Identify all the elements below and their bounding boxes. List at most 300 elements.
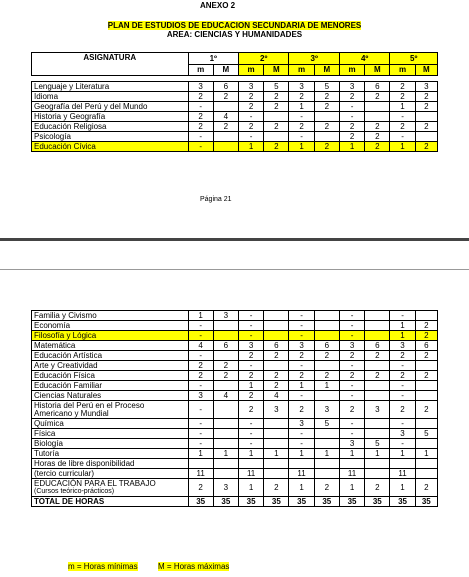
hours-cell: 2 bbox=[314, 102, 339, 112]
table-row bbox=[32, 321, 438, 331]
legend bbox=[68, 562, 229, 571]
hours-cell: - bbox=[188, 331, 213, 341]
table-row bbox=[32, 82, 438, 92]
subject-cell: Biología bbox=[32, 439, 189, 449]
hours-cell: 2 bbox=[390, 122, 415, 132]
hours-cell: 2 bbox=[314, 92, 339, 102]
hours-cell: - bbox=[289, 391, 314, 401]
hours-cell bbox=[264, 132, 289, 142]
hours-cell bbox=[264, 429, 289, 439]
hours-cell: - bbox=[239, 439, 264, 449]
min-header: m bbox=[239, 64, 264, 76]
subject-cell: Filosofía y Lógica bbox=[32, 331, 189, 341]
hours-cell: - bbox=[339, 361, 364, 371]
grade-header-3: 3º bbox=[289, 53, 339, 65]
table-row bbox=[32, 361, 438, 371]
hours-cell bbox=[314, 459, 339, 469]
hours-cell: 2 bbox=[239, 92, 264, 102]
hours-cell bbox=[264, 419, 289, 429]
hours-cell bbox=[213, 351, 238, 361]
hours-cell: 1 bbox=[239, 381, 264, 391]
max-header: M bbox=[264, 64, 289, 76]
subject-cell bbox=[32, 479, 189, 497]
table-row bbox=[32, 497, 438, 507]
hours-cell: 2 bbox=[365, 92, 390, 102]
hours-cell: 11 bbox=[339, 469, 364, 479]
hours-cell bbox=[390, 459, 415, 469]
subject-cell: TOTAL DE HORAS bbox=[32, 497, 189, 507]
page-break-bar bbox=[0, 238, 469, 241]
hours-cell: - bbox=[289, 429, 314, 439]
hours-cell bbox=[415, 112, 437, 122]
hours-cell bbox=[415, 419, 437, 429]
table-row bbox=[32, 341, 438, 351]
hours-cell: 2 bbox=[239, 371, 264, 381]
hours-cell: 2 bbox=[365, 351, 390, 361]
hours-cell bbox=[415, 132, 437, 142]
table-row bbox=[32, 381, 438, 391]
hours-cell: - bbox=[188, 401, 213, 419]
hours-cell: 2 bbox=[390, 371, 415, 381]
subject-cell: Horas de libre disponibilidad bbox=[32, 459, 189, 469]
subject-cell: Geografía del Perú y del Mundo bbox=[32, 102, 189, 112]
hours-cell: 4 bbox=[213, 112, 238, 122]
hours-cell: - bbox=[188, 102, 213, 112]
hours-cell: - bbox=[289, 321, 314, 331]
hours-cell: 35 bbox=[365, 497, 390, 507]
hours-cell bbox=[339, 459, 364, 469]
table-row bbox=[32, 311, 438, 321]
hours-cell: 1 bbox=[314, 381, 339, 391]
page-number: Página 21 bbox=[200, 196, 232, 203]
subject-line-2: (Cursos teórico-prácticos) bbox=[34, 487, 115, 495]
grade-header-row bbox=[32, 53, 438, 65]
hours-cell: 1 bbox=[390, 479, 415, 497]
hours-cell bbox=[314, 112, 339, 122]
hours-cell: 35 bbox=[264, 497, 289, 507]
hours-cell: 1 bbox=[289, 142, 314, 152]
hours-cell: 1 bbox=[314, 449, 339, 459]
hours-cell: 35 bbox=[390, 497, 415, 507]
hours-cell bbox=[365, 321, 390, 331]
hours-cell: 3 bbox=[188, 82, 213, 92]
subject-cell bbox=[32, 401, 189, 419]
hours-cell: - bbox=[188, 381, 213, 391]
hours-cell bbox=[213, 331, 238, 341]
max-header: M bbox=[365, 64, 390, 76]
hours-cell: - bbox=[390, 391, 415, 401]
min-header: m bbox=[390, 64, 415, 76]
hours-cell: 3 bbox=[365, 401, 390, 419]
hours-cell: 3 bbox=[339, 439, 364, 449]
hours-cell: 2 bbox=[415, 351, 437, 361]
hours-cell: - bbox=[188, 429, 213, 439]
hours-cell bbox=[415, 391, 437, 401]
hours-cell: - bbox=[188, 439, 213, 449]
hours-cell: 1 bbox=[213, 449, 238, 459]
hours-cell: 3 bbox=[289, 82, 314, 92]
hours-cell: 2 bbox=[264, 381, 289, 391]
hours-cell: 11 bbox=[239, 469, 264, 479]
curriculum-table-bottom bbox=[31, 310, 438, 507]
subject-cell: Tutoría bbox=[32, 449, 189, 459]
table-row bbox=[32, 479, 438, 497]
min-header: m bbox=[188, 64, 213, 76]
hours-cell: 2 bbox=[415, 102, 437, 112]
hours-cell bbox=[264, 469, 289, 479]
subject-cell: Historia y Geografía bbox=[32, 112, 189, 122]
hours-cell bbox=[365, 459, 390, 469]
hours-cell: 2 bbox=[339, 351, 364, 361]
hours-cell bbox=[415, 469, 437, 479]
hours-cell: - bbox=[339, 391, 364, 401]
hours-cell: 2 bbox=[239, 102, 264, 112]
hours-cell: 6 bbox=[213, 341, 238, 351]
hours-cell: - bbox=[339, 331, 364, 341]
hours-cell: 2 bbox=[365, 142, 390, 152]
hours-cell bbox=[365, 469, 390, 479]
hours-cell: 1 bbox=[390, 142, 415, 152]
hours-cell: 35 bbox=[289, 497, 314, 507]
hours-cell: 5 bbox=[314, 419, 339, 429]
hours-cell: 1 bbox=[188, 311, 213, 321]
hours-cell bbox=[365, 429, 390, 439]
subject-cell: Educación Religiosa bbox=[32, 122, 189, 132]
subject-cell: Educación Familiar bbox=[32, 381, 189, 391]
hours-cell: 2 bbox=[365, 479, 390, 497]
hours-cell bbox=[314, 132, 339, 142]
hours-cell: 1 bbox=[390, 321, 415, 331]
hours-cell: 2 bbox=[264, 92, 289, 102]
hours-cell: 2 bbox=[314, 122, 339, 132]
hours-cell: 2 bbox=[264, 142, 289, 152]
page-break-line bbox=[0, 269, 469, 270]
hours-cell: - bbox=[188, 351, 213, 361]
subject-header: ASIGNATURA bbox=[32, 53, 189, 76]
hours-cell: 2 bbox=[213, 361, 238, 371]
hours-cell: 11 bbox=[188, 469, 213, 479]
table-row bbox=[32, 401, 438, 419]
hours-cell: 3 bbox=[415, 82, 437, 92]
hours-cell: 1 bbox=[365, 449, 390, 459]
table-row bbox=[32, 132, 438, 142]
hours-cell: 3 bbox=[239, 341, 264, 351]
hours-cell: - bbox=[289, 132, 314, 142]
hours-cell bbox=[415, 361, 437, 371]
table-row bbox=[32, 92, 438, 102]
hours-cell: - bbox=[390, 381, 415, 391]
hours-cell bbox=[314, 331, 339, 341]
hours-cell bbox=[365, 361, 390, 371]
hours-cell: - bbox=[289, 112, 314, 122]
table-row bbox=[32, 102, 438, 112]
hours-cell: 2 bbox=[188, 479, 213, 497]
hours-cell: 2 bbox=[415, 371, 437, 381]
hours-cell bbox=[415, 381, 437, 391]
hours-cell: - bbox=[188, 321, 213, 331]
subject-cell: Idioma bbox=[32, 92, 189, 102]
hours-cell: 35 bbox=[213, 497, 238, 507]
hours-cell bbox=[264, 361, 289, 371]
subject-cell: Educación Cívica bbox=[32, 142, 189, 152]
hours-cell: 2 bbox=[213, 371, 238, 381]
grade-header-5: 5º bbox=[390, 53, 438, 65]
subject-cell: Psicología bbox=[32, 132, 189, 142]
hours-cell bbox=[314, 391, 339, 401]
hours-cell: 3 bbox=[339, 341, 364, 351]
hours-cell bbox=[365, 381, 390, 391]
hours-cell: 1 bbox=[289, 449, 314, 459]
hours-cell bbox=[213, 381, 238, 391]
hours-cell bbox=[213, 419, 238, 429]
hours-cell: 1 bbox=[339, 449, 364, 459]
table-row bbox=[32, 449, 438, 459]
hours-cell: 2 bbox=[390, 82, 415, 92]
table-row bbox=[32, 439, 438, 449]
hours-cell bbox=[264, 311, 289, 321]
hours-cell: 6 bbox=[264, 341, 289, 351]
hours-cell: - bbox=[390, 112, 415, 122]
hours-cell bbox=[264, 459, 289, 469]
hours-cell: - bbox=[390, 361, 415, 371]
hours-cell: - bbox=[188, 132, 213, 142]
table-row bbox=[32, 429, 438, 439]
hours-cell: - bbox=[239, 132, 264, 142]
hours-cell: 2 bbox=[339, 371, 364, 381]
table-row bbox=[32, 112, 438, 122]
hours-cell: 2 bbox=[188, 361, 213, 371]
hours-cell bbox=[365, 419, 390, 429]
grade-header-4: 4º bbox=[339, 53, 389, 65]
hours-cell: 2 bbox=[289, 92, 314, 102]
subject-cell: Lenguaje y Literatura bbox=[32, 82, 189, 92]
hours-cell: 3 bbox=[289, 419, 314, 429]
hours-cell: 6 bbox=[213, 82, 238, 92]
max-header: M bbox=[314, 64, 339, 76]
hours-cell bbox=[365, 311, 390, 321]
hours-cell: 2 bbox=[264, 479, 289, 497]
hours-cell bbox=[264, 439, 289, 449]
hours-cell bbox=[365, 112, 390, 122]
hours-cell: 2 bbox=[415, 122, 437, 132]
hours-cell: 1 bbox=[188, 449, 213, 459]
hours-cell bbox=[415, 439, 437, 449]
subject-cell: Arte y Creatividad bbox=[32, 361, 189, 371]
table-row bbox=[32, 351, 438, 361]
hours-cell bbox=[314, 321, 339, 331]
max-header: M bbox=[415, 64, 437, 76]
hours-cell: - bbox=[239, 112, 264, 122]
hours-cell: 4 bbox=[213, 391, 238, 401]
hours-cell: - bbox=[339, 381, 364, 391]
table-row bbox=[32, 331, 438, 341]
hours-cell: - bbox=[390, 132, 415, 142]
hours-cell: 35 bbox=[415, 497, 437, 507]
subject-cell: Educación Artística bbox=[32, 351, 189, 361]
hours-cell: 2 bbox=[188, 112, 213, 122]
hours-cell: 1 bbox=[289, 102, 314, 112]
hours-cell: 11 bbox=[289, 469, 314, 479]
hours-cell bbox=[239, 459, 264, 469]
hours-cell: 1 bbox=[264, 449, 289, 459]
hours-cell bbox=[365, 391, 390, 401]
hours-cell: 6 bbox=[365, 82, 390, 92]
subject-line-2: Americano y Mundial bbox=[34, 408, 109, 418]
hours-cell: 2 bbox=[390, 351, 415, 361]
hours-cell: - bbox=[239, 429, 264, 439]
hours-cell: 1 bbox=[415, 449, 437, 459]
hours-cell: 3 bbox=[289, 341, 314, 351]
hours-cell: 1 bbox=[289, 479, 314, 497]
hours-cell: 2 bbox=[264, 351, 289, 361]
hours-cell: 2 bbox=[415, 331, 437, 341]
subject-cell: Química bbox=[32, 419, 189, 429]
hours-cell: 2 bbox=[390, 92, 415, 102]
hours-cell bbox=[314, 429, 339, 439]
hours-cell: 2 bbox=[415, 142, 437, 152]
curriculum-table-top bbox=[31, 52, 438, 152]
hours-cell bbox=[289, 459, 314, 469]
hours-cell: 35 bbox=[314, 497, 339, 507]
hours-cell: 2 bbox=[415, 479, 437, 497]
hours-cell: 3 bbox=[213, 479, 238, 497]
hours-cell: 2 bbox=[339, 92, 364, 102]
hours-cell bbox=[314, 361, 339, 371]
subject-cell: (tercio curricular) bbox=[32, 469, 189, 479]
hours-cell bbox=[264, 112, 289, 122]
hours-cell: - bbox=[289, 331, 314, 341]
hours-cell: 2 bbox=[188, 92, 213, 102]
hours-cell: 4 bbox=[264, 391, 289, 401]
hours-cell: 2 bbox=[239, 391, 264, 401]
hours-cell bbox=[365, 102, 390, 112]
hours-cell: 3 bbox=[213, 311, 238, 321]
hours-cell: 2 bbox=[314, 479, 339, 497]
hours-cell: 6 bbox=[415, 341, 437, 351]
hours-cell: 2 bbox=[264, 102, 289, 112]
hours-cell: 2 bbox=[188, 122, 213, 132]
hours-cell: 6 bbox=[314, 341, 339, 351]
hours-cell bbox=[415, 311, 437, 321]
hours-cell: 1 bbox=[239, 142, 264, 152]
hours-cell: 2 bbox=[239, 351, 264, 361]
hours-cell: - bbox=[390, 439, 415, 449]
plan-title: PLAN DE ESTUDIOS DE EDUCACION SECUNDARIA DE MENORES bbox=[107, 21, 362, 30]
hours-cell: 2 bbox=[239, 122, 264, 132]
hours-cell: 6 bbox=[365, 341, 390, 351]
hours-cell: 2 bbox=[213, 122, 238, 132]
table-row bbox=[32, 142, 438, 152]
hours-cell: 35 bbox=[188, 497, 213, 507]
hours-cell: 2 bbox=[314, 371, 339, 381]
hours-cell: 2 bbox=[365, 371, 390, 381]
subject-cell: Matemática bbox=[32, 341, 189, 351]
hours-cell bbox=[415, 459, 437, 469]
hours-cell bbox=[188, 459, 213, 469]
hours-cell: - bbox=[239, 361, 264, 371]
hours-cell bbox=[213, 401, 238, 419]
max-header: M bbox=[213, 64, 238, 76]
annex-title: ANEXO 2 bbox=[200, 1, 236, 10]
hours-cell: 35 bbox=[239, 497, 264, 507]
hours-cell: 2 bbox=[365, 132, 390, 142]
subject-cell: Ciencias Naturales bbox=[32, 391, 189, 401]
hours-cell: 2 bbox=[314, 351, 339, 361]
hours-cell bbox=[213, 102, 238, 112]
hours-cell bbox=[264, 321, 289, 331]
hours-cell bbox=[213, 469, 238, 479]
hours-cell: 2 bbox=[365, 122, 390, 132]
hours-cell: 2 bbox=[339, 401, 364, 419]
hours-cell: - bbox=[339, 429, 364, 439]
hours-cell: 2 bbox=[339, 132, 364, 142]
hours-cell: - bbox=[239, 311, 264, 321]
hours-cell: 2 bbox=[213, 92, 238, 102]
legend-max: M = Horas máximas bbox=[158, 562, 230, 571]
hours-cell: 3 bbox=[339, 82, 364, 92]
min-header: m bbox=[339, 64, 364, 76]
hours-cell: - bbox=[339, 112, 364, 122]
hours-cell: - bbox=[339, 321, 364, 331]
hours-cell bbox=[213, 142, 238, 152]
hours-cell: 1 bbox=[390, 331, 415, 341]
hours-cell: 2 bbox=[415, 321, 437, 331]
table-row bbox=[32, 391, 438, 401]
table-row bbox=[32, 419, 438, 429]
hours-cell: - bbox=[239, 321, 264, 331]
hours-cell: 3 bbox=[188, 391, 213, 401]
hours-cell: - bbox=[239, 419, 264, 429]
hours-cell bbox=[314, 311, 339, 321]
subject-cell: Física bbox=[32, 429, 189, 439]
subject-cell: Economía bbox=[32, 321, 189, 331]
hours-cell: 2 bbox=[289, 371, 314, 381]
hours-cell: 2 bbox=[415, 401, 437, 419]
hours-cell: - bbox=[339, 311, 364, 321]
hours-cell: 1 bbox=[390, 102, 415, 112]
hours-cell: 5 bbox=[264, 82, 289, 92]
min-header: m bbox=[289, 64, 314, 76]
hours-cell: 1 bbox=[339, 142, 364, 152]
grade-header-1: 1º bbox=[188, 53, 238, 65]
hours-cell: 1 bbox=[239, 479, 264, 497]
hours-cell: 3 bbox=[314, 401, 339, 419]
hours-cell: 3 bbox=[390, 429, 415, 439]
hours-cell bbox=[264, 331, 289, 341]
hours-cell bbox=[213, 321, 238, 331]
hours-cell: 4 bbox=[188, 341, 213, 351]
hours-cell: 2 bbox=[339, 122, 364, 132]
table-row bbox=[32, 371, 438, 381]
subject-line-1: EDUCACIÓN PARA EL TRABAJO bbox=[34, 478, 156, 488]
subject-cell: Educación Física bbox=[32, 371, 189, 381]
hours-cell: 2 bbox=[289, 122, 314, 132]
hours-cell: 11 bbox=[390, 469, 415, 479]
hours-cell: - bbox=[289, 311, 314, 321]
hours-cell: - bbox=[239, 331, 264, 341]
hours-cell bbox=[213, 459, 238, 469]
hours-cell bbox=[365, 331, 390, 341]
hours-cell: 2 bbox=[239, 401, 264, 419]
hours-cell: 2 bbox=[390, 401, 415, 419]
hours-cell: 3 bbox=[239, 82, 264, 92]
hours-cell: 1 bbox=[390, 449, 415, 459]
hours-cell: 3 bbox=[390, 341, 415, 351]
hours-cell: - bbox=[339, 102, 364, 112]
hours-cell: 1 bbox=[239, 449, 264, 459]
area-title: AREA: CIENCIAS Y HUMANIDADES bbox=[166, 30, 303, 39]
table-row bbox=[32, 122, 438, 132]
